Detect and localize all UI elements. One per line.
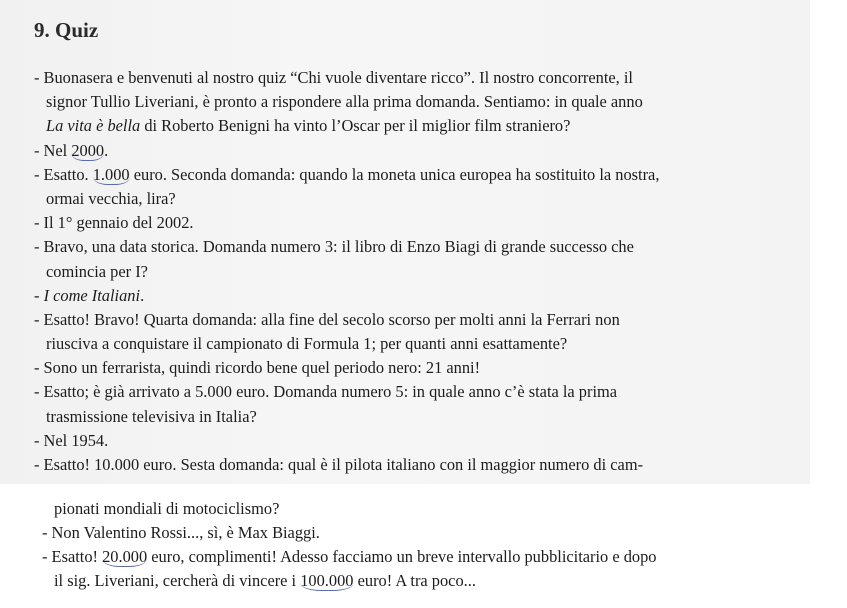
dialogue-line bbox=[54, 570, 476, 592]
line-text: - Nel 1954. bbox=[34, 431, 109, 450]
dialogue-line bbox=[46, 115, 570, 137]
line-text: - Buonasera e benvenuti al nostro quiz “Chi vuole diventare ricco”. Il nostro concorrente, il bbox=[34, 68, 633, 87]
dialogue-line bbox=[46, 188, 176, 210]
line-text: - Esatto. bbox=[34, 165, 93, 184]
dialogue-line bbox=[34, 140, 108, 162]
line-text: signor Tullio Liveriani, è pronto a rispondere alla prima domanda. Sentiamo: in quale anno bbox=[46, 92, 643, 111]
book-title: I come Italiani bbox=[43, 286, 141, 305]
line-text: riusciva a conquistare il campionato di Formula 1; per quanti anni esattamente? bbox=[46, 334, 568, 353]
dialogue-line bbox=[34, 430, 108, 452]
dialogue-line bbox=[34, 357, 480, 379]
line-text: - Bravo, una data storica. Domanda numero 3: il libro di Enzo Biagi di grande successo che bbox=[34, 237, 634, 256]
handwritten-underline-answer: 2000 bbox=[71, 141, 105, 160]
line-text: comincia per I? bbox=[46, 262, 148, 281]
line-text: il sig. Liveriani, cercherà di vincere i bbox=[54, 571, 301, 590]
dialogue-line bbox=[46, 91, 643, 113]
dialogue-line bbox=[34, 454, 643, 476]
line-text: - Esatto! bbox=[42, 547, 103, 566]
line-text: euro. Seconda domanda: quando la moneta unica europea ha sostituito la nostra, bbox=[129, 165, 660, 184]
handwritten-underline-amount: 100.000 bbox=[300, 571, 354, 590]
dialogue-line bbox=[46, 406, 257, 428]
line-text: - bbox=[34, 286, 44, 305]
dialogue-line bbox=[34, 309, 620, 331]
line-text: - Sono un ferrarista, quindi ricordo bene quel periodo nero: 21 anni! bbox=[34, 358, 481, 377]
line-text: - Esatto; è già arrivato a 5.000 euro. Domanda numero 5: in quale anno c’è stata la prima bbox=[34, 382, 618, 401]
line-text: . bbox=[104, 141, 109, 160]
exercise-title: 9. Quiz bbox=[34, 18, 99, 42]
dialogue-line bbox=[42, 546, 657, 568]
dialogue-line bbox=[54, 498, 279, 520]
handwritten-underline-amount: 1.000 bbox=[92, 165, 130, 184]
line-text: - Il 1° gennaio del 2002. bbox=[34, 213, 194, 232]
dialogue-line bbox=[34, 236, 634, 258]
dialogue-line bbox=[34, 285, 144, 307]
line-text: pionati mondiali di motociclismo? bbox=[54, 499, 280, 518]
line-text: euro! A tra poco... bbox=[353, 571, 476, 590]
dialogue-line bbox=[42, 522, 320, 544]
line-text: trasmissione televisiva in Italia? bbox=[46, 407, 257, 426]
dialogue-line bbox=[46, 261, 148, 283]
handwritten-underline-amount: 20.000 bbox=[102, 547, 148, 566]
film-title: La vita è bella bbox=[46, 116, 141, 135]
line-text: - Non Valentino Rossi..., sì, è Max Biaggi. bbox=[42, 523, 320, 542]
line-text: euro, complimenti! Adesso facciamo un breve intervallo pubblicitario e dopo bbox=[147, 547, 657, 566]
line-text: di Roberto Benigni ha vinto l’Oscar per il miglior film straniero? bbox=[140, 116, 571, 135]
dialogue-line bbox=[34, 67, 633, 89]
line-text: - Nel bbox=[34, 141, 72, 160]
dialogue-line bbox=[46, 333, 567, 355]
dialogue-line bbox=[34, 381, 617, 403]
line-text: - Esatto! Bravo! Quarta domanda: alla fine del secolo scorso per molti anni la Ferrari non bbox=[34, 310, 620, 329]
dialogue-line bbox=[34, 212, 194, 234]
line-text: . bbox=[140, 286, 145, 305]
line-text: ormai vecchia, lira? bbox=[46, 189, 176, 208]
dialogue-line bbox=[34, 164, 659, 186]
line-text: - Esatto! 10.000 euro. Sesta domanda: qual è il pilota italiano con il maggior numero di cam- bbox=[34, 455, 644, 474]
